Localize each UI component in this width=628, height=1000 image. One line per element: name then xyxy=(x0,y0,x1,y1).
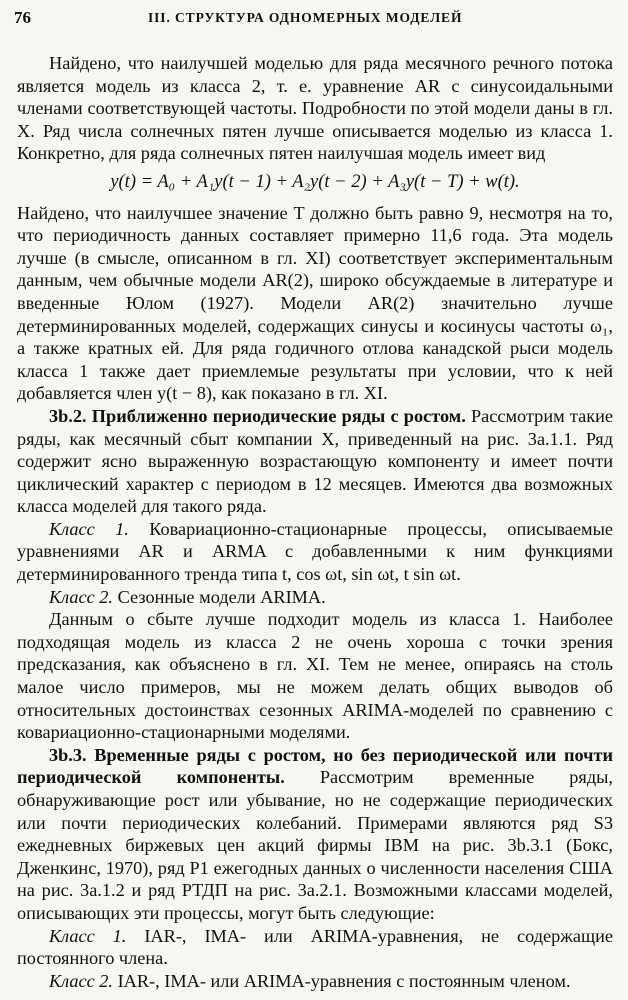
class1-text: Ковариационно-стационарные процессы, описываемые уравнениями AR и ARMA с добавленными к ним функциями детерминированного тренда типа t, cos ωt, sin ωt, t sin ωt. xyxy=(17,518,613,585)
class2-text: IAR-, IMA- или ARIMA-уравнения с постоянным членом. xyxy=(117,970,571,991)
section-3b2-closing: Данным о сбыте лучше подходит модель из класса 1. Наиболее подходящая модель из класса 2 не очень хороша с точки зрения предсказания, как объяснено в гл. XI. Тем не менее, опираясь на столь малое число примеров, мы не можем делать общих выводов об относительных достоинствах сезонных ARIMA-моделей по сравнению с ковариационно-стационарными моделями. xyxy=(17,609,613,743)
paragraph-1: Найдено, что наилучшей моделью для ряда месячного речного потока является модель из класса 2, т. е. уравнение AR с синусоидальными членами соответствующей частоты. Подробности по этой модели даны в гл. X. Ряд числа солнечных пятен лучше описывается моделью из класса 1. Конкретно, для ряда солнечных пятен наилучшая модель имеет вид xyxy=(17,53,613,164)
running-title: III. СТРУКТУРА ОДНОМЕРНЫХ МОДЕЛЕЙ xyxy=(148,10,463,25)
section-3b2-class1 xyxy=(17,518,613,586)
class2-text: Сезонные модели ARIMA. xyxy=(117,586,326,607)
class1-label: Класс 1. xyxy=(49,518,129,539)
section-3b2-class2 xyxy=(17,586,613,609)
class1-label: Класс 1. xyxy=(49,925,127,946)
section-3b3-title: 3b.3. Временные ряды с ростом, но без периодической или почти периодической компоненты. xyxy=(17,744,613,788)
section-3b3 xyxy=(17,744,613,925)
page-number: 76 xyxy=(14,8,31,27)
section-3b3-class2 xyxy=(17,970,613,993)
section-3b3-text: Рассмотрим временные ряды, обнаруживающие рост или убывание, но не содержащие периодических или почти периодических колебаний. Примерами являются ряд S3 ежедневных биржевых цен акций фирмы IBM на рис. 3b.3.1 (Бокс, Дженкинс, 1970), ряд P1 ежегодных данных о численности населения США на рис. 3a.1.2 и ряд РТДП на рис. 3a.2.1. Возможными классами моделей, описывающих эти процессы, могут быть следующие: xyxy=(17,767,613,923)
class2-label: Класс 2. xyxy=(49,970,113,991)
section-3b2-title: 3b.2. Приближенно периодические ряды с ростом. xyxy=(49,405,466,426)
section-3b2-text: Рассмотрим такие ряды, как месячный сбыт компании X, приведенный на рис. 3a.1.1. Ряд содержит ясно выраженную возрастающую компоненту и имеет почти циклический характер с периодом в 12 месяцев. Имеются два возможных класса моделей для такого ряда. xyxy=(17,405,613,517)
page-body xyxy=(17,52,613,992)
section-3b2 xyxy=(17,405,613,518)
paragraph-2: Найдено, что наилучшее значение T должно быть равно 9, несмотря на то, что периодичность данных составляет примерно 11,6 года. Эта модель лучше (в смысле, описанном в гл. XI) соответствует экспериментальным данным, чем обычные модели AR(2), широко обсуждаемые в литературе и введенные Юлом (1927). Модели AR(2) значительно лучше детерминированных моделей, содержащих синусы и косинусы частоты ω₁, а также кратных ей. Для ряда годичного отлова канадской рыси модель класса 1 также дает приемлемые результаты при условии, что к ней добавляется член y(t − 8), как показано в гл. XI. xyxy=(17,202,613,404)
class1-text: IAR-, IMA- или ARIMA-уравнения, не содержащие постоянного члена. xyxy=(17,925,613,969)
page-header xyxy=(0,6,628,30)
formula: y(t) = A₀ + A₁y(t − 1) + A₂y(t − 2) + A₃y(t − T) + w(t). xyxy=(110,171,520,192)
class2-label: Класс 2. xyxy=(49,586,113,607)
section-3b3-class1 xyxy=(17,925,613,970)
